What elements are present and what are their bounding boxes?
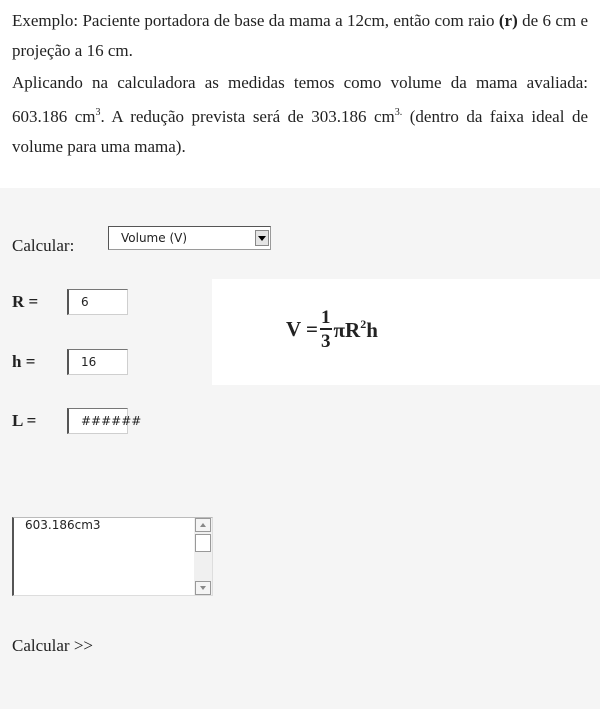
calc-type-select[interactable] [108, 226, 271, 250]
result-paragraph: Aplicando na calculadora as medidas temos como volume da mama avaliada: 603.186 $cm^3$. A redução prevista será de 303.186 $cm^{3.}$ (dentro da faixa ideal de volume para uma mama). [12, 73, 588, 156]
example-paragraph: Exemplo: Paciente portadora de base da mama a 12cm, então com raio (r) de 6 cm e projeção a 16 cm. [12, 11, 589, 60]
volume-formula [286, 308, 378, 351]
fraction-numerator: 1 [321, 307, 331, 328]
formula-panel [212, 279, 600, 385]
l-input[interactable]: ###### [67, 408, 128, 434]
intro-panel [0, 0, 600, 188]
h-label: h = [12, 352, 36, 371]
formula-rhs: $\pi R^2h$ [333, 316, 378, 342]
formula-lhs: V = [286, 317, 319, 341]
fraction-denominator: 3 [321, 331, 331, 352]
result-text: 603.186cm3 [25, 518, 101, 532]
r-label: R = [12, 292, 39, 311]
scroll-down-icon[interactable] [195, 581, 211, 595]
calc-type-value: Volume (V) [121, 231, 188, 245]
result-textarea[interactable] [12, 517, 213, 596]
l-label: L = [12, 411, 37, 430]
calcular-label: Calcular: [12, 236, 75, 255]
r-input[interactable]: 6 [67, 289, 128, 315]
chevron-down-icon[interactable] [255, 230, 269, 246]
h-input[interactable]: 16 [67, 349, 128, 375]
scroll-thumb[interactable] [195, 534, 211, 552]
calculate-button[interactable]: Calcular >> [12, 636, 94, 655]
result-scrollbar[interactable] [194, 518, 212, 595]
formula-fraction [320, 308, 332, 351]
scroll-up-icon[interactable] [195, 518, 211, 532]
